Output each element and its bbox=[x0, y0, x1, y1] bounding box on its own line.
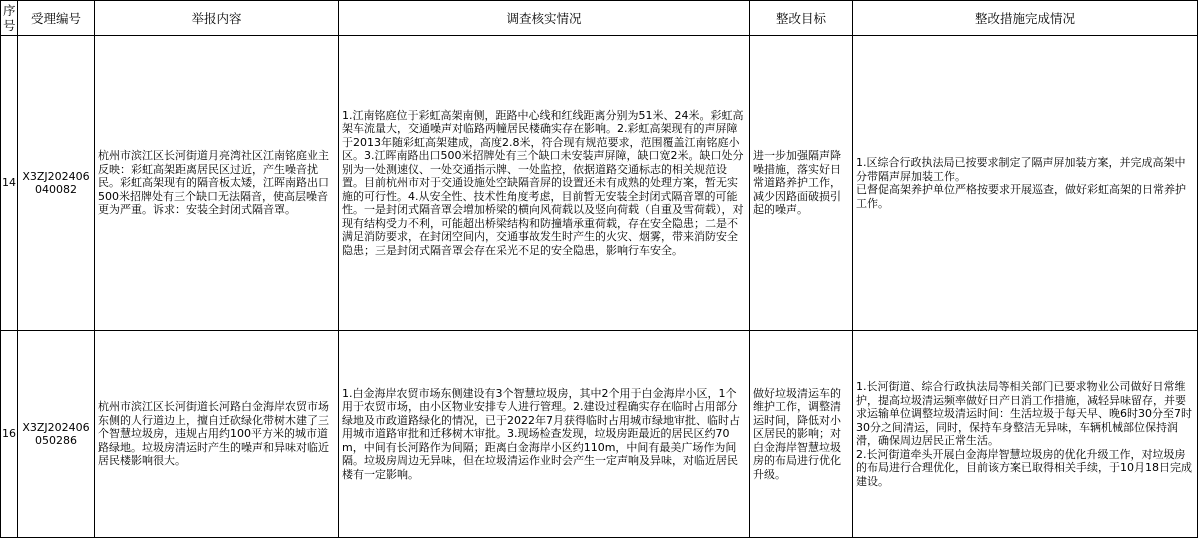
table-header-row bbox=[1, 1, 1198, 36]
measure-paragraph: 2.长河街道牵头开展白金海岸智慧垃圾房的优化升级工作，对垃圾房的布局进行合理优化，目前该方案已取得相关手续，于10月18日完成建设。 bbox=[856, 447, 1192, 488]
table-row bbox=[1, 36, 1198, 331]
measure-paragraph: 已督促高架养护单位严格按要求开展巡查，做好彩虹高架的日常养护工作。 bbox=[856, 183, 1186, 210]
header-goal: 整改目标 bbox=[750, 1, 853, 36]
header-seq: 序号 bbox=[1, 1, 18, 36]
row-goal: 做好垃圾清运车的维护工作，调整清运时间，降低对小区居民的影响；对白金海岸智慧垃圾房的布局进行优化升级。 bbox=[750, 331, 853, 538]
row-report-content: 杭州市滨江区长河街道长河路白金海岸农贸市场东侧的人行道边上，擅自迁砍绿化带树木建了三个智慧垃圾房，违规占用约100平方米的城市道路绿地。垃圾房清运时产生的噪声和异味对临近居民楼影响很大。 bbox=[95, 331, 339, 538]
table-row bbox=[1, 331, 1198, 538]
header-investigation: 调查核实情况 bbox=[339, 1, 750, 36]
row-measures bbox=[853, 331, 1198, 538]
row-investigation: 1.白金海岸农贸市场东侧建设有3个智慧垃圾房，其中2个用于白金海岸小区，1个用于农贸市场，由小区物业安排专人进行管理。2.建设过程确实存在临时占用部分绿地及市政道路绿化的情况，已于2022年7月获得临时占用城市绿地审批、临时占用城市道路审批和迁移树木审批。3.现场检查发现，垃圾房距最近的居民区约70m，中间有长河路作为间隔；距离白金海岸小区约110m，中间有最美广场作为间隔。垃圾房周边无异味，但在垃圾清运作业时会产生一定声响及异味，对临近居民楼有一定影响。 bbox=[339, 331, 750, 538]
header-report-content: 举报内容 bbox=[95, 1, 339, 36]
row-measures bbox=[853, 36, 1198, 331]
row-goal: 进一步加强隔声降噪措施，落实好日常道路养护工作，减少因路面破损引起的噪声。 bbox=[750, 36, 853, 331]
row-seq: 14 bbox=[1, 36, 18, 331]
row-case-id: X3ZJ202406040082 bbox=[18, 36, 95, 331]
row-investigation: 1.江南铭庭位于彩虹高架南侧，距路中心线和红线距离分别为51米、24米。彩虹高架车流量大，交通噪声对临路两幢居民楼确实存在影响。2.彩虹高架现有的声屏障于2013年随彩虹高架建成，高度2.8米，符合现有规范要求，范围覆盖江南铭庭小区。3.江晖南路出口500米招牌处有三个缺口未安装声屏障，缺口宽2米。缺口处分别为一处测速仪、一处交通指示牌、一处监控，依据道路交通标志的相关规范设置。目前杭州市对于交通设施处空缺隔音屏的设置还未有成熟的处理方案，暂无实施的可行性。4.从安全性、技术性角度考虑，目前暂无安装全封闭式隔音罩的可能性。一是封闭式隔音罩会增加桥梁的横向风荷载以及竖向荷载（自重及雪荷载），对现有结构受力不利，可能超出桥梁结构和防撞墙承重荷载，存在安全隐患；二是不满足消防要求，在封闭空间内，交通事故发生时产生的火灾、烟雾，带来消防安全隐患；三是封闭式隔音罩会存在采光不足的安全隐患，影响行车安全。 bbox=[339, 36, 750, 331]
header-measures: 整改措施完成情况 bbox=[853, 1, 1198, 36]
row-seq: 16 bbox=[1, 331, 18, 538]
header-case-id: 受理编号 bbox=[18, 1, 95, 36]
measure-paragraph: 1.长河街道、综合行政执法局等相关部门已要求物业公司做好日常维护，提高垃圾清运频率做好日产日消工作措施，减轻异味留存，并要求运输单位调整垃圾清运时间：生活垃圾于每天早、晚6时30分至7时30分之间清运，同时，保持车身整洁无异味，车辆机械部位保持润滑，确保周边居民正常生活。 bbox=[856, 380, 1192, 447]
row-report-content: 杭州市滨江区长河街道月亮湾社区江南铭庭业主反映：彩虹高架距离居民区过近，产生噪音扰民。彩虹高架现有的隔音板太矮，江晖南路出口500米招牌处有三个缺口无法隔音，使高层噪音更为严重。诉求：安装全封闭式隔音罩。 bbox=[95, 36, 339, 331]
measure-paragraph: 1.区综合行政执法局已按要求制定了隔声屏加装方案，并完成高架中分带隔声屏加装工作。 bbox=[856, 156, 1186, 183]
row-case-id: X3ZJ202406050286 bbox=[18, 331, 95, 538]
